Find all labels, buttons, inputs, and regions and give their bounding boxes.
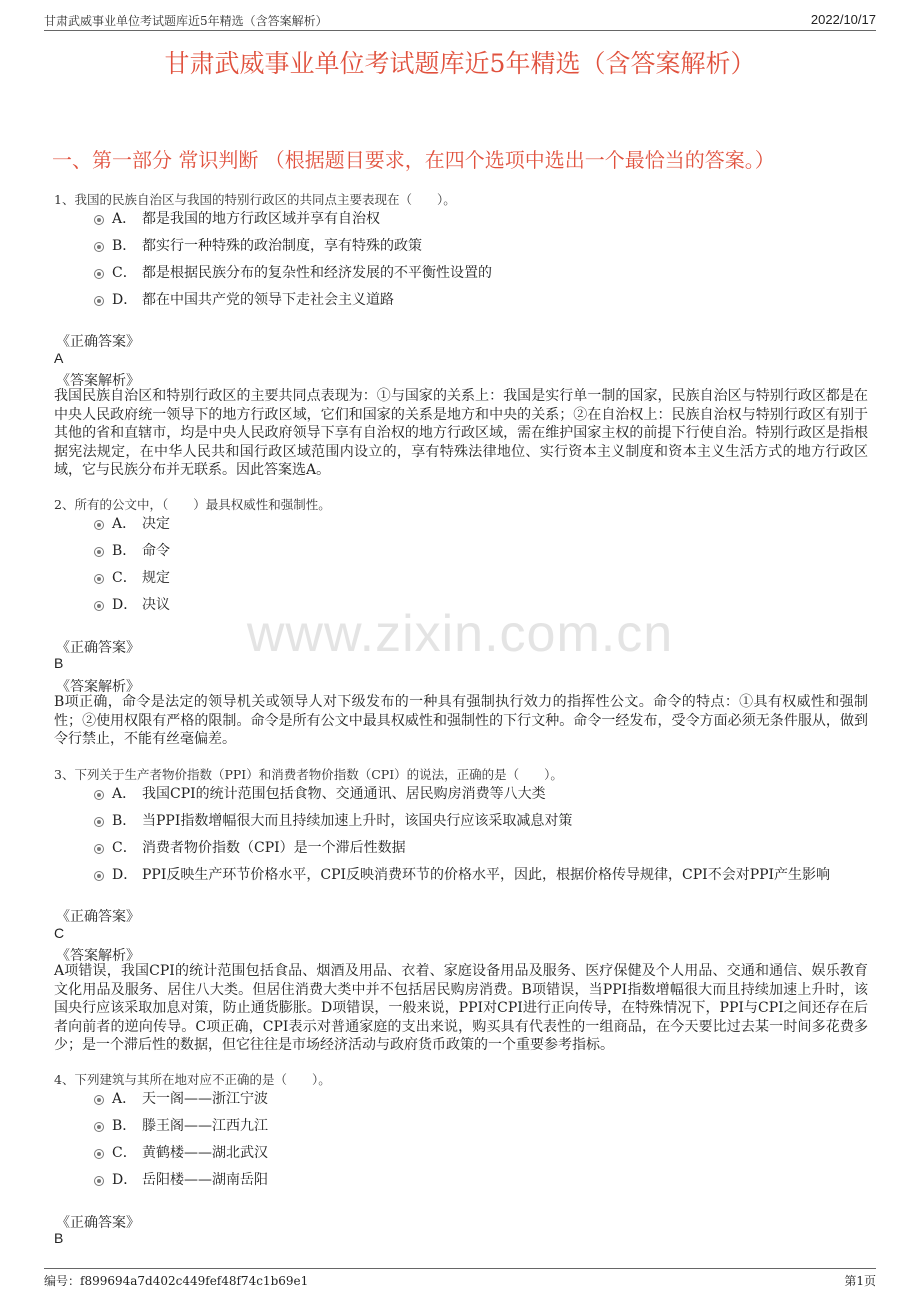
option-letter: A．: [112, 211, 137, 227]
option-text: 命令: [142, 543, 170, 559]
radio-icon[interactable]: [94, 547, 104, 557]
option-a[interactable]: [94, 208, 380, 228]
header-divider: [44, 30, 876, 31]
footer-doc-code: 编号：f899694a7d402c449fef48f74c1b69e1: [44, 1274, 309, 1288]
explanation-label: 《答案解析》: [56, 948, 140, 964]
radio-icon[interactable]: [94, 1176, 104, 1186]
option-letter: A．: [112, 516, 137, 532]
watermark: www.zixin.com.cn: [246, 605, 674, 663]
radio-icon[interactable]: [94, 574, 104, 584]
option-text: 滕王阁——江西九江: [142, 1118, 268, 1134]
question-stem: 4、下列建筑与其所在地对应不正确的是（ ）。: [54, 1072, 331, 1087]
option-text: 黄鹤楼——湖北武汉: [142, 1145, 268, 1161]
footer-divider: [44, 1268, 876, 1269]
option-letter: A．: [112, 786, 137, 802]
option-c[interactable]: [94, 837, 406, 857]
option-text: 当PPI指数增幅很大而且持续加速上升时，该国央行应该采取减息对策: [142, 813, 573, 829]
answer-value: B: [54, 1230, 64, 1246]
radio-icon[interactable]: [94, 520, 104, 530]
option-letter: C．: [112, 1145, 137, 1161]
option-text: 决议: [142, 597, 170, 613]
option-c[interactable]: [94, 567, 170, 587]
option-letter: D．: [112, 867, 138, 883]
option-b[interactable]: [94, 540, 170, 560]
radio-icon[interactable]: [94, 871, 104, 881]
answer-value: C: [54, 925, 65, 941]
option-letter: B．: [112, 813, 137, 829]
option-a[interactable]: [94, 783, 546, 803]
option-c[interactable]: [94, 262, 492, 282]
footer-page-number: 第1页: [844, 1274, 876, 1288]
option-letter: C．: [112, 840, 137, 856]
option-letter: C．: [112, 265, 137, 281]
radio-icon[interactable]: [94, 1095, 104, 1105]
question-stem: 1、我国的民族自治区与我国的特别行政区的共同点主要表现在（ ）。: [54, 192, 456, 207]
option-b[interactable]: [94, 1115, 268, 1135]
option-d[interactable]: [94, 1169, 268, 1189]
option-letter: D．: [112, 292, 138, 308]
option-text: 天一阁——浙江宁波: [142, 1091, 268, 1107]
option-text: 都是我国的地方行政区域并享有自治权: [142, 211, 380, 227]
radio-icon[interactable]: [94, 817, 104, 827]
option-text: 决定: [142, 516, 170, 532]
option-text: 我国CPI的统计范围包括食物、交通通讯、居民购房消费等八大类: [142, 786, 546, 802]
option-d[interactable]: [94, 864, 830, 884]
option-text: PPI反映生产环节价格水平，CPI反映消费环节的价格水平，因此，根据价格传导规律，CPI不会对PPI产生影响: [142, 867, 831, 883]
section-heading: 一、第一部分 常识判断 （根据题目要求，在四个选项中选出一个最恰当的答案。）: [52, 148, 775, 172]
option-a[interactable]: [94, 513, 170, 533]
answer-label: 《正确答案》: [56, 640, 140, 656]
page-title: 甘肃武威事业单位考试题库近5年精选（含答案解析）: [164, 49, 756, 78]
radio-icon[interactable]: [94, 1149, 104, 1159]
explanation-label: 《答案解析》: [56, 373, 140, 389]
answer-label: 《正确答案》: [56, 334, 140, 350]
answer-value: B: [54, 655, 64, 671]
radio-icon[interactable]: [94, 790, 104, 800]
radio-icon[interactable]: [94, 296, 104, 306]
answer-value: A: [54, 350, 64, 366]
question-stem: 3、下列关于生产者物价指数（PPI）和消费者物价指数（CPI）的说法，正确的是（ ）。: [54, 767, 563, 782]
radio-icon[interactable]: [94, 601, 104, 611]
option-text: 都在中国共产党的领导下走社会主义道路: [142, 292, 394, 308]
option-a[interactable]: [94, 1088, 268, 1108]
header-doc-title: 甘肃武威事业单位考试题库近5年精选（含答案解析）: [44, 14, 328, 28]
explanation-text: A项错误，我国CPI的统计范围包括食品、烟酒及用品、衣着、家庭设备用品及服务、医疗保健及个人用品、交通和通信、娱乐教育文化用品及服务、居住八大类。但居住消费大类中并不包括居民购房消费。B项错误，当PPI指数增幅很大而且持续加速上升时，该国央行应该采取加息对策，防止通货膨胀。D项错误，一般来说，PPI对CPI进行正向传导，在特殊情况下，PPI与CPI之间还存在后者向前者的逆向传导。C项正确，CPI表示对普通家庭的支出来说，购买具有代表性的一组商品，在今天要比过去某一时间多花费多少；是一个滞后性的数据，但它往往是市场经济活动与政府货币政策的一个重要参考指标。: [54, 963, 868, 1054]
radio-icon[interactable]: [94, 844, 104, 854]
option-letter: D．: [112, 1172, 138, 1188]
answer-label: 《正确答案》: [56, 909, 140, 925]
option-c[interactable]: [94, 1142, 268, 1162]
option-letter: B．: [112, 238, 137, 254]
answer-label: 《正确答案》: [56, 1215, 140, 1231]
option-letter: A．: [112, 1091, 137, 1107]
radio-icon[interactable]: [94, 215, 104, 225]
radio-icon[interactable]: [94, 269, 104, 279]
question-stem: 2、所有的公文中，（ ）最具权威性和强制性。: [54, 497, 331, 512]
radio-icon[interactable]: [94, 1122, 104, 1132]
option-text: 都是根据民族分布的复杂性和经济发展的不平衡性设置的: [142, 265, 492, 281]
option-letter: C．: [112, 570, 137, 586]
radio-icon[interactable]: [94, 242, 104, 252]
option-text: 消费者物价指数（CPI）是一个滞后性数据: [142, 840, 406, 856]
option-letter: D．: [112, 597, 138, 613]
option-letter: B．: [112, 543, 137, 559]
option-letter: B．: [112, 1118, 137, 1134]
option-text: 岳阳楼——湖南岳阳: [142, 1172, 268, 1188]
option-text: 都实行一种特殊的政治制度，享有特殊的政策: [142, 238, 422, 254]
option-d[interactable]: [94, 594, 170, 614]
option-d[interactable]: [94, 289, 394, 309]
option-b[interactable]: [94, 810, 572, 830]
explanation-text: B项正确，命令是法定的领导机关或领导人对下级发布的一种具有强制执行效力的指挥性公文。命令的特点：①具有权威性和强制性；②使用权限有严格的限制。命令是所有公文中最具权威性和强制性的下行文种。命令一经发布，受令方面必须无条件服从，做到令行禁止，不能有丝毫偏差。: [54, 694, 868, 748]
header-date: 2022/10/17: [810, 12, 876, 27]
explanation-label: 《答案解析》: [56, 679, 140, 695]
option-b[interactable]: [94, 235, 422, 255]
explanation-text: 我国民族自治区和特别行政区的主要共同点表现为：①与国家的关系上：我国是实行单一制的国家，民族自治区与特别行政区都是在中央人民政府统一领导下的地方行政区域，它们和国家的关系是地方和中央的关系；②在自治权上：民族自治权与特别行政区有别于其他的省和直辖市，均是中央人民政府领导下享有自治权的地方行政区域，需在维护国家主权的前提下行使自治。特别行政区是指根据宪法规定，在中华人民共和国行政区域范围内设立的，享有特殊法律地位、实行资本主义制度和资本主义生活方式的地方行政区域，它与民族分布并无联系。因此答案选A。: [54, 388, 868, 479]
option-text: 规定: [142, 570, 170, 586]
